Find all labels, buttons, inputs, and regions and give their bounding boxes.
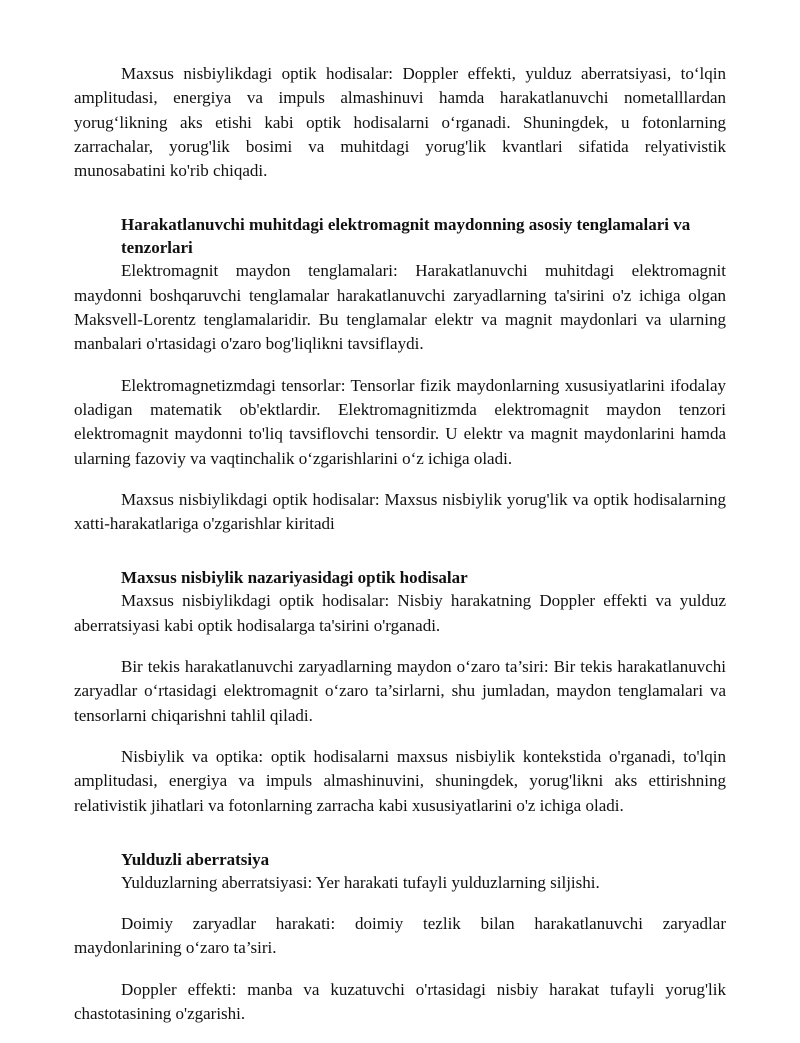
paragraph-constant-charges: Doimiy zaryadlar harakati: doimiy tezlik bilan harakatlanuvchi zaryadlar maydonlarining o‘zaro ta’siri. bbox=[74, 914, 726, 958]
spacer bbox=[74, 553, 726, 566]
heading-moving-medium-equations: Harakatlanuvchi muhitdagi elektromagnit maydonning asosiy tenglamalari va tenzorlari bbox=[121, 215, 691, 258]
heading-stellar-aberration: Yulduzli aberratsiya bbox=[121, 849, 270, 869]
paragraph-doppler-effect: Doppler effekti: manba va kuzatuvchi o'rtasidagi nisbiy harakat tufayli yorug'lik chastotasining o'zgarishi. bbox=[74, 979, 726, 1024]
paragraph-relativity-optics-changes: Maxsus nisbiylikdagi optik hodisalar: Maxsus nisbiylik yorug'lik va optik hodisalarning xatti-harakatlariga o'zgarishlar kiritadi bbox=[74, 489, 726, 534]
paragraph-doppler-aberration: Maxsus nisbiylikdagi optik hodisalar: Nisbiy harakatning Doppler effekti va yulduz aberratsiyasi kabi optik hodisalarga ta'sirini o'rganadi. bbox=[74, 591, 726, 635]
paragraph-intro-optics: Maxsus nisbiylikdagi optik hodisalar: Doppler effekti, yulduz aberratsiyasi, to‘lqin amplitudasi, energiya va impuls almashinuvi hamda harakatlanuvchi nometalllardan yorug‘likning aks etishi kabi optik hodisalarni o‘rganadi. Shuningdek, u fotonlarning zarrachalar, yorug'lik bosimi va muhitdagi yorug'lik kvantlari sifatida relyativistik munosabatini ko'rib chiqadi. bbox=[74, 64, 726, 181]
paragraph-tensors: Elektromagnetizmdagi tensorlar: Tensorlar fizik maydonlarning xususiyatlarini ifodalay oladigan matematik ob'ektlardir. Elektromagnitizmda elektromagnit maydon tenzori elektromagnit maydonni to'liq tavsiflovchi tensordir. U elektr va magnit maydonlarini hamda ularning fazoviy va vaqtinchalik o‘zgarishlarini o‘z ichiga oladi. bbox=[74, 375, 726, 468]
document-page bbox=[74, 62, 726, 1043]
spacer bbox=[74, 835, 726, 848]
paragraph-star-aberration: Yulduzlarning aberratsiyasi: Yer harakati tufayli yulduzlarning siljishi. bbox=[121, 872, 600, 892]
spacer bbox=[74, 200, 726, 213]
heading-optical-phenomena: Maxsus nisbiylik nazariyasidagi optik hodisalar bbox=[121, 568, 468, 588]
paragraph-uniform-charges: Bir tekis harakatlanuvchi zaryadlarning maydon o‘zaro ta’siri: Bir tekis harakatlanuvchi zaryadlar o‘rtasidagi elektromagnit o‘zaro ta’sirlarni, shu jumladan, maydon tenglamalari va tensorlarni chiqarishni tahlil qiladi. bbox=[74, 657, 726, 725]
paragraph-relativity-and-optics: Nisbiylik va optika: optik hodisalarni maxsus nisbiylik kontekstida o'rganadi, to'lqin amplitudasi, energiya va impuls almashinuvini, shuningdek, yorug'likni aks ettirishning relativistik jihatlari va fotonlarning zarracha kabi xususiyatlarini o'z ichiga oladi. bbox=[74, 746, 726, 815]
paragraph-field-equations: Elektromagnit maydon tenglamalari: Harakatlanuvchi muhitdagi elektromagnit maydonni boshqaruvchi tenglamalar harakatlanuvchi zaryadlarning ta'sirini o'z ichiga olgan Maksvell-Lorentz tenglamalaridir. Bu tenglamalar elektr va magnit maydonlari va ularning manbalari o'rtasidagi o'zaro bog'liqlikni tavsiflaydi. bbox=[74, 261, 726, 354]
